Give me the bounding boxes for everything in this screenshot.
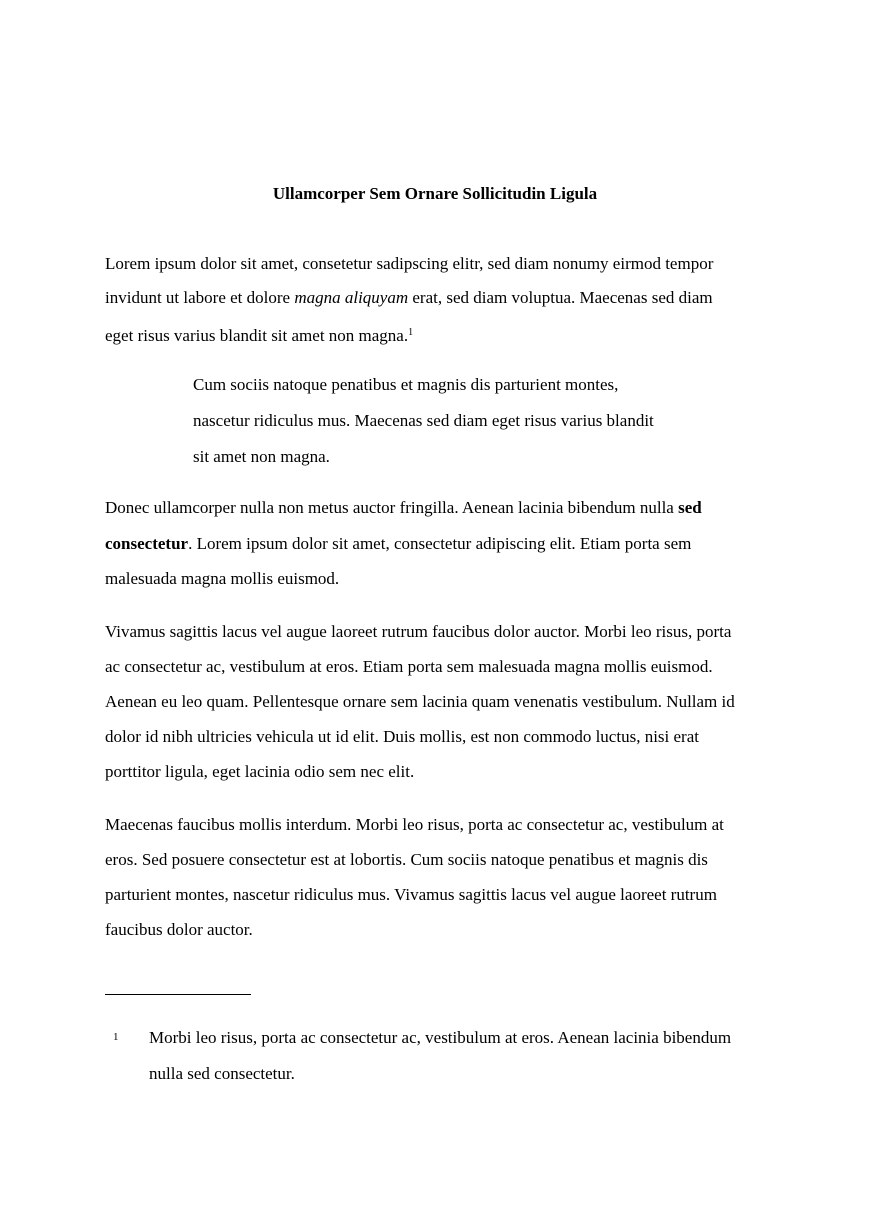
footnote-reference[interactable]: 1	[408, 327, 414, 338]
text-line	[105, 526, 691, 561]
text-run: . Lorem ipsum dolor sit amet, consectetur adipiscing elit. Etiam porta sem	[188, 534, 692, 553]
bold-text: consectetur	[105, 534, 189, 553]
text-line: ac consectetur ac, vestibulum at eros. Etiam porta sem malesuada magna mollis euismod.	[105, 657, 713, 676]
text-line: Vivamus sagittis lacus vel augue laoreet rutrum faucibus dolor auctor. Morbi leo risus, porta	[105, 622, 732, 641]
quote-line: Cum sociis natoque penatibus et magnis dis parturient montes,	[193, 375, 619, 394]
text-run: erat, sed diam voluptua. Maecenas sed diam	[408, 288, 713, 307]
text-run: invidunt ut labore et dolore	[105, 288, 295, 307]
bold-text: sed	[678, 498, 702, 517]
text-line: Lorem ipsum dolor sit amet, consetetur sadipscing elitr, sed diam nonumy eirmod tempor	[105, 254, 714, 273]
document-title: Ullamcorper Sem Ornare Sollicitudin Ligula	[272, 184, 598, 203]
footnote-number: 1	[113, 1031, 119, 1043]
text-line: faucibus dolor auctor.	[105, 920, 253, 939]
text-line: Aenean eu leo quam. Pellentesque ornare sem lacinia quam venenatis vestibulum. Nullam id	[105, 692, 735, 711]
text-line: eros. Sed posuere consectetur est at lobortis. Cum sociis natoque penatibus et magnis dis	[105, 850, 708, 869]
quote-line: sit amet non magna.	[193, 447, 330, 466]
text-line	[105, 490, 702, 525]
italic-text: magna aliquyam	[294, 288, 409, 307]
footnote-separator	[105, 994, 251, 995]
text-line: parturient montes, nascetur ridiculus mus. Vivamus sagittis lacus vel augue laoreet rutrum	[105, 885, 717, 904]
footnote-line: Morbi leo risus, porta ac consectetur ac, vestibulum at eros. Aenean lacinia bibendum	[149, 1028, 732, 1047]
text-line: porttitor ligula, eget lacinia odio sem nec elit.	[105, 762, 415, 781]
text-line: malesuada magna mollis euismod.	[105, 569, 340, 588]
text-line: dolor id nibh ultricies vehicula ut id elit. Duis mollis, est non commodo luctus, nisi erat	[105, 727, 699, 746]
text-line: Maecenas faucibus mollis interdum. Morbi leo risus, porta ac consectetur ac, vestibulum at	[105, 815, 724, 834]
text-line	[105, 280, 713, 315]
text-line	[105, 315, 413, 350]
text-run: eget risus varius blandit sit amet non magna.	[105, 326, 409, 345]
text-run: Donec ullamcorper nulla non metus auctor fringilla. Aenean lacinia bibendum nulla	[105, 498, 679, 517]
footnote-line: nulla sed consectetur.	[149, 1064, 295, 1083]
quote-line: nascetur ridiculus mus. Maecenas sed diam eget risus varius blandit	[193, 411, 654, 430]
